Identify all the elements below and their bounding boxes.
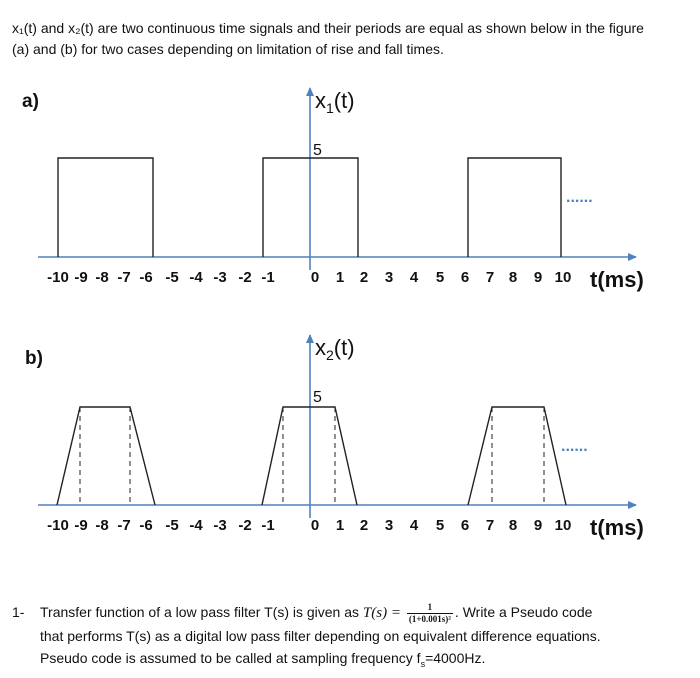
intro-line-1: x₁(t) and x₂(t) are two continuous time signals and their periods are equal as shown below in the figure — [12, 20, 644, 36]
figure-b-pulse — [57, 407, 155, 505]
question-number: 1- — [12, 604, 25, 620]
figure-b-pulses — [57, 407, 566, 505]
figure-a-tick-label: -5 — [165, 269, 179, 286]
figure-a-tick-label: 1 — [335, 269, 345, 286]
figure-a-tick-label: -9 — [74, 269, 88, 286]
intro-line-2: (a) and (b) for two cases depending on limitation of rise and fall times. — [12, 41, 444, 57]
figure-a-tick-label: -10 — [47, 269, 69, 286]
figure-a-tick-label: -7 — [117, 269, 131, 286]
figure-a-tick-label: -4 — [189, 269, 203, 286]
transfer-function-fraction — [407, 602, 453, 625]
figure-b-tick-label: -10 — [47, 517, 69, 534]
figure-b-tick-label: 3 — [384, 517, 394, 534]
figure-b-tick-label: 10 — [554, 517, 572, 534]
figure-a-tick-label: -1 — [261, 269, 275, 286]
figure-b-label: b) — [25, 348, 43, 369]
figure-a-tick-label: 7 — [485, 269, 495, 286]
figure-a-ylabel: $x_1(t)$ — [315, 88, 355, 116]
transfer-function-numerator: 1 — [407, 602, 453, 614]
figure-b-tick-label: -7 — [117, 517, 131, 534]
figure-a-pulse — [468, 158, 561, 257]
figure-a-tick-label: 4 — [409, 269, 419, 286]
figure-a-tick-label: 8 — [508, 269, 518, 286]
figure-b-tick-label: 8 — [508, 517, 518, 534]
transfer-function-denominator: (1+0.001s)² — [408, 613, 451, 624]
figure-a-pulse — [58, 158, 153, 257]
figure-a-tick-label: -2 — [238, 269, 252, 286]
figure-a-tick-label: -6 — [139, 269, 153, 286]
figure-b-tick-label: -3 — [213, 517, 227, 534]
figure-a-tick-label: 6 — [460, 269, 470, 286]
figure-b-ticks — [47, 517, 571, 534]
figure-a — [38, 88, 644, 292]
figure-a-tick-label: 2 — [359, 269, 369, 286]
figure-b-tick-label: -1 — [261, 517, 275, 534]
figure-a-ticks — [47, 269, 571, 286]
figure-b-tick-label: 5 — [435, 517, 445, 534]
question-line-1 — [40, 601, 690, 625]
figure-a-tick-label: 3 — [384, 269, 394, 286]
figure-a-tick-label: 0 — [310, 269, 320, 286]
figure-b-unit: t(ms) — [590, 515, 644, 540]
figure-b-tick-label: 7 — [485, 517, 495, 534]
figure-a-continuation: ...... — [566, 189, 593, 206]
figure-a-tick-label: -3 — [213, 269, 227, 286]
figure-b-pulse — [468, 407, 566, 505]
figure-b-tick-label: 4 — [409, 517, 419, 534]
figure-b-tick-label: -4 — [189, 517, 203, 534]
question-1 — [12, 601, 690, 675]
figure-b — [38, 335, 644, 540]
figure-b-tick-label: -2 — [238, 517, 252, 534]
figure-a-tick-label: -8 — [95, 269, 109, 286]
question-line-2: that performs T(s) as a digital low pass filter depending on equivalent difference equations. — [40, 627, 601, 644]
figure-b-continuation: ...... — [561, 438, 588, 455]
question-line-3: Pseudo code is assumed to be called at sampling frequency $f_s=4000Hz$. — [40, 649, 486, 669]
figure-b-amplitude: 5 — [313, 389, 322, 406]
figure-b-tick-label: 6 — [460, 517, 470, 534]
figure-b-tick-label: 9 — [533, 517, 543, 534]
figure-b-tick-label: 1 — [335, 517, 345, 534]
figure-b-tick-label: -6 — [139, 517, 153, 534]
figure-a-label: a) — [22, 91, 39, 112]
question-text-part-1: Transfer function of a low pass filter T(s) is given as — [40, 604, 363, 620]
figure-a-amplitude: 5 — [313, 142, 322, 159]
transfer-function-lhs: T(s) = — [362, 605, 401, 621]
figure-b-tick-label: -8 — [95, 517, 109, 534]
figure-b-tick-label: 2 — [359, 517, 369, 534]
figure-b-ylabel: $x_2(t)$ — [315, 335, 355, 363]
figure-b-tick-label: -5 — [165, 517, 179, 534]
figure-a-tick-label: 9 — [533, 269, 543, 286]
figure-b-tick-label: -9 — [74, 517, 88, 534]
figure-a-unit: t(ms) — [590, 267, 644, 292]
figure-a-tick-label: 10 — [554, 269, 572, 286]
figure-b-tick-label: 0 — [310, 517, 320, 534]
figure-a-tick-label: 5 — [435, 269, 445, 286]
question-text-part-2: . Write a Pseudo code — [454, 604, 593, 620]
